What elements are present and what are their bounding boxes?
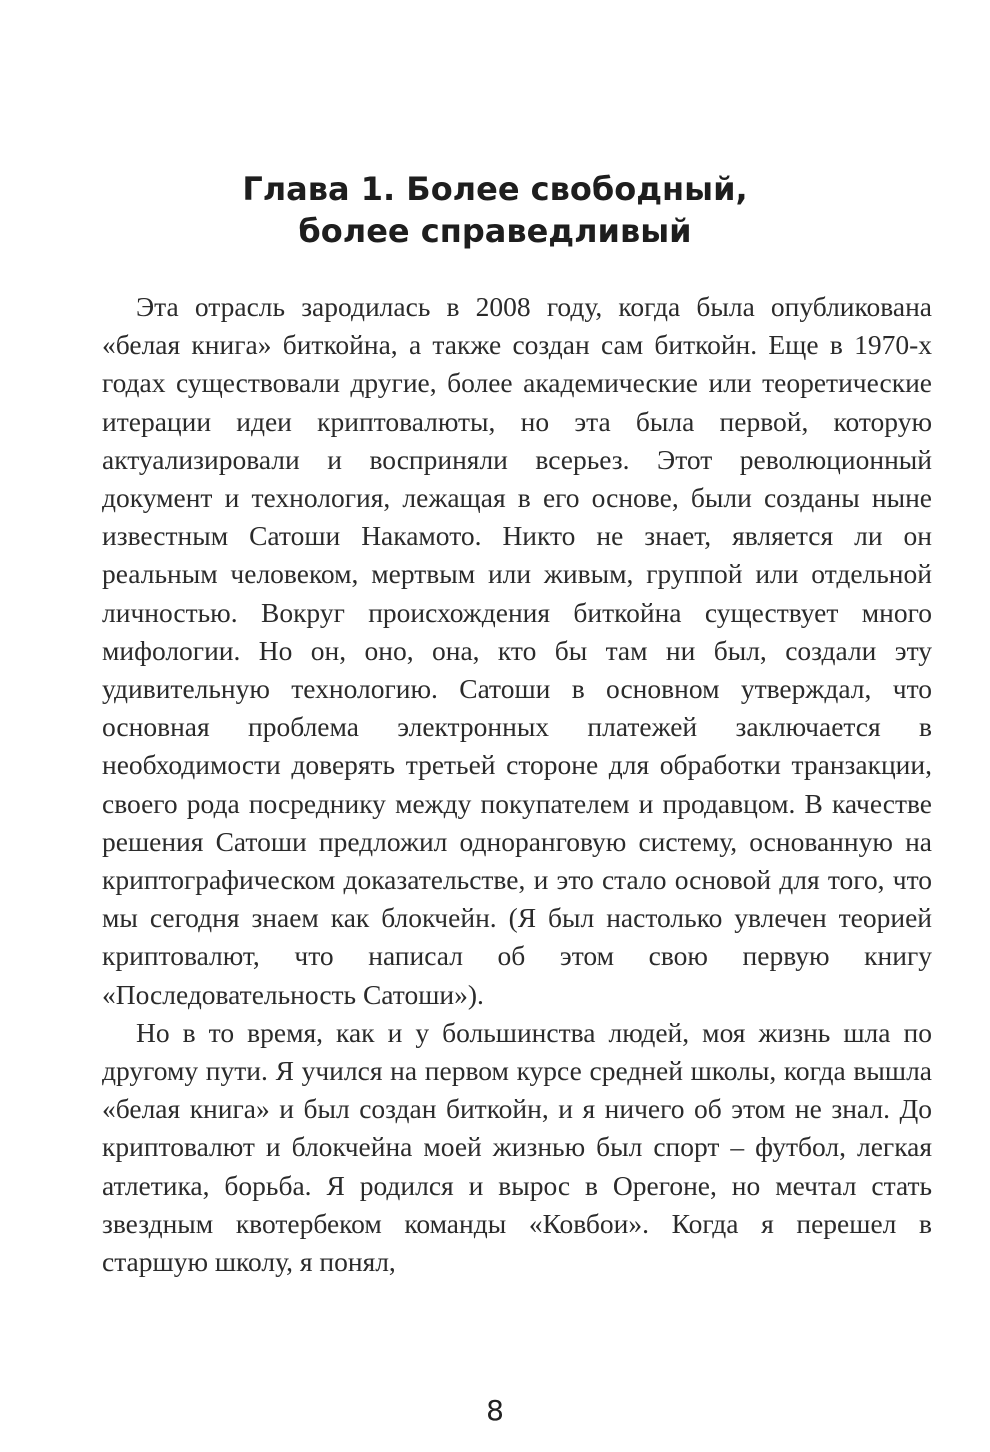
- paragraph: Эта отрасль зародилась в 2008 году, когда была опубликована «белая книга» биткойна, а также создан сам биткойн. Еще в 1970-х годах существовали другие, более академические или теоретические итерации идеи криптовалюты, но эта была первой, которую актуализировали и восприняли всерьез. Этот революционный документ и технология, лежащая в его основе, были созданы ныне известным Сатоши Накамото. Никто не знает, является ли он реальным человеком, мертвым или живым, группой или отдельной личностью. Вокруг происхождения биткойна существует много мифологии. Но он, оно, она, кто бы там ни был, создали эту удивительную технологию. Сатоши в основном утверждал, что основная проблема электронных платежей заключается в необходимости доверять третьей стороне для обработки транзакции, своего рода посреднику между покупателем и продавцом. В качестве решения Сатоши предложил одноранговую систему, основанную на криптографическом доказательстве, и это стало основой для того, что мы сегодня знаем как блокчейн. (Я был настолько увлечен теорией криптовалют, что написал об этом свою первую книгу «Последовательность Сатоши»).: [102, 291, 932, 1010]
- page-number: 8: [486, 1394, 504, 1427]
- chapter-body: [102, 288, 932, 1281]
- chapter-heading: [0, 168, 990, 252]
- chapter-title-line-2: более справедливый: [298, 212, 692, 250]
- chapter-title-line-1: Глава 1. Более свободный,: [242, 170, 748, 208]
- paragraph: Но в то время, как и у большинства людей, моя жизнь шла по другому пути. Я учился на первом курсе средней школы, когда вышла «белая книга» и был создан биткойн, и я ничего об этом не знал. До криптовалют и блокчейна моей жизнью был спорт – футбол, легкая атлетика, борьба. Я родился и вырос в Орегоне, но мечтал стать звездным квотербеком команды «Ковбои». Когда я перешел в старшую школу, я понял,: [102, 1016, 932, 1278]
